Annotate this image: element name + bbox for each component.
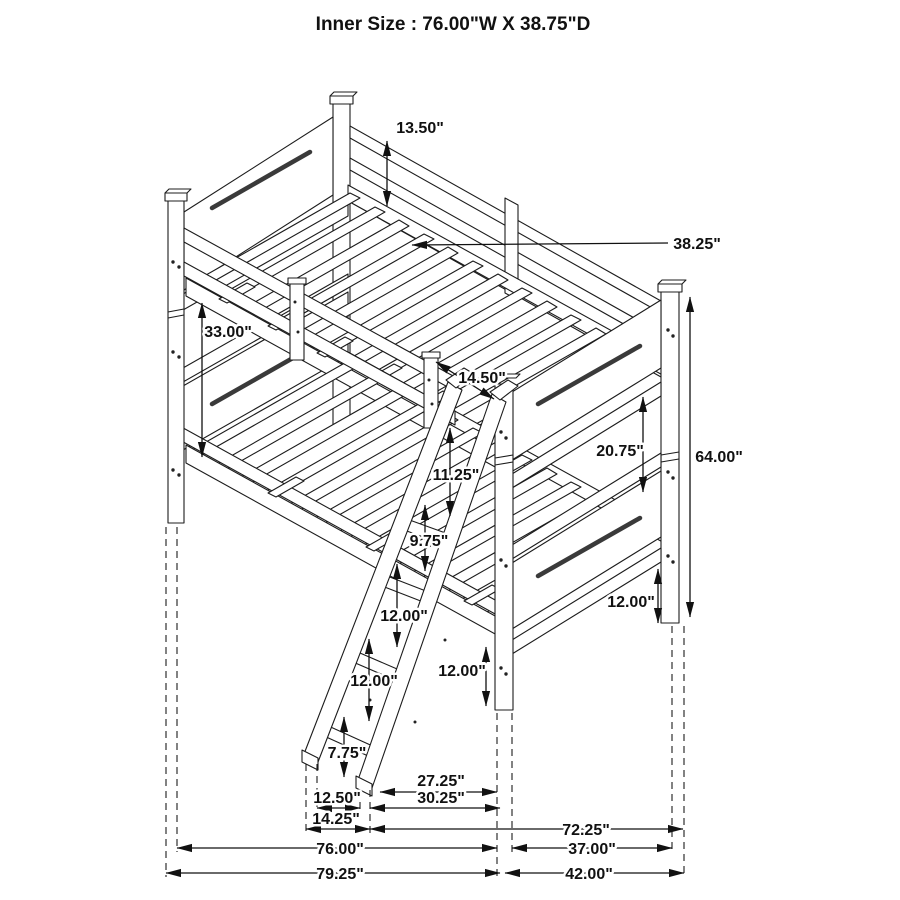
dim-label-79-25: 79.25" xyxy=(316,866,364,883)
dim-64-00 xyxy=(690,297,743,617)
dim-label-12-00-right: 12.00" xyxy=(607,594,655,611)
dim-label-37-00: 37.00" xyxy=(568,841,616,858)
dim-label-14-50: 14.50" xyxy=(458,370,506,387)
dim-72-25 xyxy=(370,822,683,839)
dim-79-25 xyxy=(166,866,500,883)
dim-label-64-00: 64.00" xyxy=(695,449,743,466)
dim-label-12-50: 12.50" xyxy=(313,790,361,807)
rear-right-post xyxy=(658,280,686,623)
dim-label-30-25: 30.25" xyxy=(417,790,465,807)
dim-label-38-25: 38.25" xyxy=(673,236,721,253)
dim-label-7-75: 7.75" xyxy=(327,745,367,762)
dim-14-25 xyxy=(306,811,370,829)
dim-7-75 xyxy=(328,717,367,777)
dim-76-00 xyxy=(177,841,497,858)
dim-label-27-25: 27.25" xyxy=(417,773,465,790)
dim-label-9-75: 9.75" xyxy=(409,533,449,550)
dim-42-00 xyxy=(505,866,684,883)
dim-label-11-25: 11.25" xyxy=(432,467,480,484)
dim-label-12-00-post: 12.00" xyxy=(438,663,486,680)
bunk-bed-illustration xyxy=(165,92,686,877)
dim-label-12-00-rung-upper: 12.00" xyxy=(380,608,428,625)
dim-label-20-75: 20.75" xyxy=(596,443,644,460)
dim-30-25 xyxy=(370,790,500,808)
dim-12-00-post xyxy=(438,647,486,706)
dim-12-50 xyxy=(313,790,361,808)
dim-label-42-00: 42.00" xyxy=(565,866,613,883)
dim-label-76-00: 76.00" xyxy=(316,841,364,858)
dim-37-00 xyxy=(512,841,672,858)
dim-label-14-25: 14.25" xyxy=(312,811,360,828)
dim-label-33-00: 33.00" xyxy=(204,324,252,341)
dim-label-12-00-rung-lower: 12.00" xyxy=(350,673,398,690)
dim-label-72-25: 72.25" xyxy=(562,822,610,839)
page-title: Inner Size : 76.00"W X 38.75"D xyxy=(315,14,591,35)
dim-label-13-50: 13.50" xyxy=(396,120,444,137)
